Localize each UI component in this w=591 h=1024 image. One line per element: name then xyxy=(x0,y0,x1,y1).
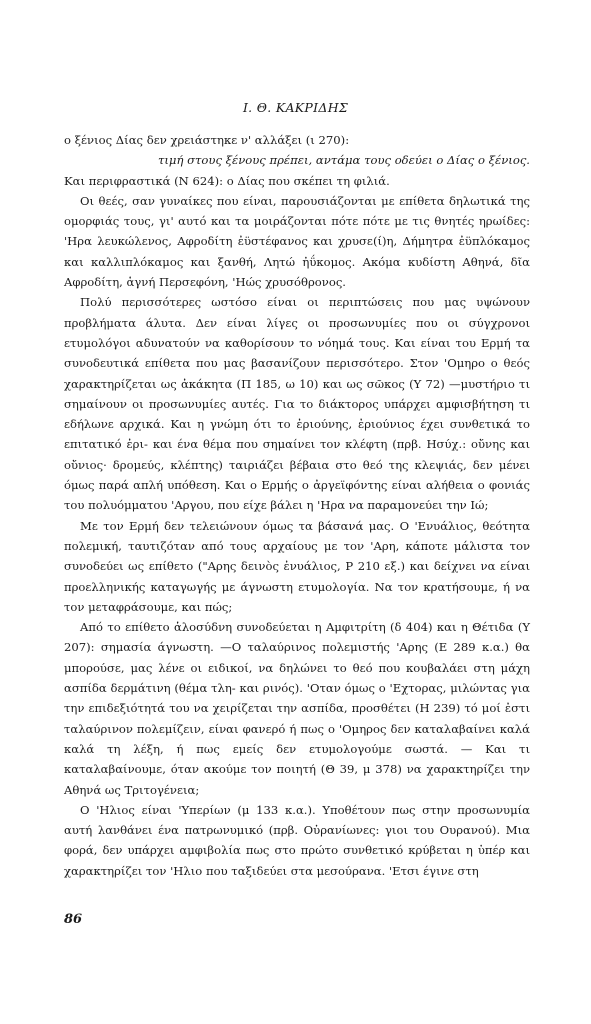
paragraph-4: Με τον Ερμή δεν τελειώνουν όμως τα βάσανά μας. Ο 'Ενυάλιος, θεότητα πολεμική, ταυτιζόταν από τους αρχαίους με τον 'Αρη, κάποτε μάλιστα τον συνοδεύει ως επίθετο ("Αρης δεινὸς ἐνυάλιος, Ρ 210 εξ.) και δείχνει να είναι προελληνικής καταγωγής με άγνωστη ετυμολογία. Να τον κρατήσουμε, ή να τον μεταφράσουμε, και πώς; xyxy=(64,518,530,614)
page-number: 86 xyxy=(64,912,83,927)
intro-line: ο ξένιος Δίας δεν χρειάστηκε ν' αλλάξει (ι 270): xyxy=(64,133,350,147)
paragraph-5: Από το επίθετο ἁλοσύδνη συνοδεύεται η Αμφιτρίτη (δ 404) και η Θέτιδα (Υ 207): σημασία άγνωστη. —Ο ταλαύρινος πολεμιστής 'Αρης (Ε 289 κ.α.) θα μπορούσε, μας λένε οι ειδικοί, να δηλώνει το θεό που κουβαλάει στη μάχη ασπίδα δερμάτινη (θέμα τλη- και ρινός). 'Οταν όμως ο 'Εχτορας, μιλώντας για την επιδεξιότητά του να χειρίζεται την ασπίδα, προσθέτει (Η 239) τό μοί ἐστι ταλαύρινον πολεμίζειν, είναι φανερό ή πως ο 'Ομηρος δεν καταλαβαίνει καλά καλά τη λέξη, ή πως εμείς δεν ετυμολογούμε σωστά. — Και τι καταλαβαίνουμε, όταν ακούμε τον ποιητή (Θ 39, μ 378) να χαρακτηρίζει την Αθηνά ως Τριτογένεια; xyxy=(64,620,530,797)
running-header: Ι. Θ. ΚΑΚΡΙΔΗΣ xyxy=(242,100,349,115)
paragraph-3: Πολύ περισσότερες ωστόσο είναι οι περιπτώσεις που μας υψώνουν προβλήματα άλυτα. Δεν είναι λίγες οι προσωνυμίες που οι σύγχρονοι ετυμολόγοι αδυνατούν να καθορίσουν το νόημά τους. Και είναι του Ερμή τα συνοδευτικά επίθετα που μας βασανίζουν περισσότερο. Στον 'Ομηρο ο θεός χαρακτηρίζεται ως ἀκάκητα (Π 185, ω 10) και ως σῶκος (Υ 72) —μυστήριο τι σημαίνουν οι προσωνυμίες αυτές. Για το διάκτορος υπάρχει αμφισβήτηση τι εδήλωνε αρχικά. Και η γνώμη ότι το ἐριούνης, ἐριούνιος έχει συνθετικά το επιτατικό ἐρι- και ένα θέμα που σημαίνει τον κλέφτη (πρβ. Ησύχ.: οὔνης και οὔνιος· δρομεύς, κλέπτης) ταιριάζει βέβαια στο θεό της κλεψιάς, δεν μένει όμως παρά απλή υπόθεση. Και ο Ερμής ο ἀργεϊφόντης είναι αλήθεια ο φονιάς του πολυόμματου 'Αργου, που είχε βάλει η 'Ηρα να παραμονεύει την Ιώ; xyxy=(64,295,530,513)
paragraph-2: Οι θεές, σαν γυναίκες που είναι, παρουσιάζονται με επίθετα δηλωτικά της ομορφιάς τους, γι' αυτό και τα μοιράζονται πότε πότε με τις θνητές ηρωίδες: 'Ηρα λευκώλενος, Αφροδίτη ἐϋστέφανος και χρυσε(ί)η, Δήμητρα ἐϋπλόκαμος και καλλιπλόκαμος και ξανθή, Λητώ ἠΰκομος. Ακόμα κυδίστη Αθηνά, δῖα Αφροδίτη, ἁγνή Περσεφόνη, 'Ηώς χρυσόθρονος. xyxy=(64,193,530,290)
paragraph-6: Ο 'Ηλιος είναι 'Υπερίων (μ 133 κ.α.). Υποθέτουν πως στην προσωνυμία αυτή λανθάνει ένα πατρωνυμικό (πρβ. Οὐρανίωνες: γιοι του Ουρανού). Μια φορά, δεν υπάρχει αμφιβολία πως στο πρώτο συνθετικό κρύβεται η ὑπέρ και χαρακτηρίζει τον 'Ηλιο που ταξιδεύει στα μεσούρανα. 'Ετσι έγινε στη xyxy=(64,802,530,878)
body-text xyxy=(64,130,530,881)
verse-quote: τιμή στους ξένους πρέπει, αντάμα τους οδεύει ο Δίας ο ξένιος. xyxy=(157,153,530,168)
paragraph-1: Και περιφραστικά (Ν 624): ο Δίας που σκέπει τη φιλιά. xyxy=(64,173,390,188)
